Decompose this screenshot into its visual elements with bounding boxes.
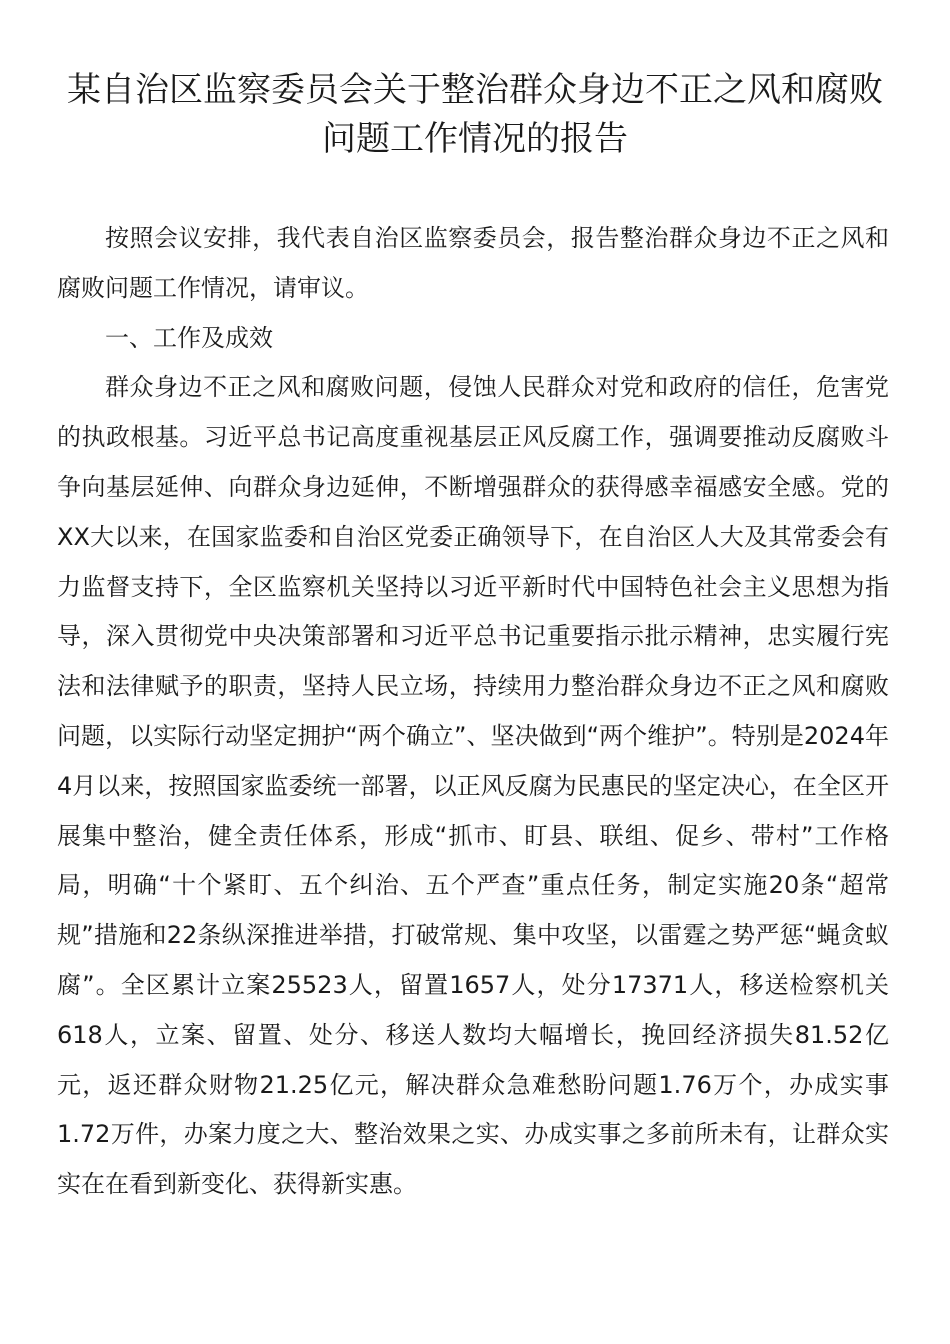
document-body [57, 214, 889, 1210]
section-heading: 一、工作及成效 [105, 323, 273, 352]
intro-paragraph: 按照会议安排，我代表自治区监察委员会，报告整治群众身边不正之风和腐败问题工作情况，请审议。 [57, 224, 889, 302]
section-body-paragraph: 群众身边不正之风和腐败问题，侵蚀人民群众对党和政府的信任，危害党的执政根基。习近平总书记高度重视基层正风反腐工作，强调要推动反腐败斗争向基层延伸、向群众身边延伸，不断增强群众的获得感幸福感安全感。党的XX大以来，在国家监委和自治区党委正确领导下，在自治区人大及其常委会有力监督支持下，全区监察机关坚持以习近平新时代中国特色社会主义思想为指导，深入贯彻党中央决策部署和习近平总书记重要指示批示精神，忠实履行宪法和法律赋予的职责，坚持人民立场，持续用力整治群众身边不正之风和腐败问题，以实际行动坚定拥护“两个确立”、坚决做到“两个维护”。特别是2024年4月以来，按照国家监委统一部署，以正风反腐为民惠民的坚定决心，在全区开展集中整治，健全责任体系，形成“抓市、盯县、联组、促乡、带村”工作格局，明确“十个紧盯、五个纠治、五个严查”重点任务，制定实施20条“超常规”措施和22条纵深推进举措，打破常规、集中攻坚，以雷霆之势严惩“蝇贪蚁腐”。全区累计立案25523人，留置1657人，处分17371人，移送检察机关618人，立案、留置、处分、移送人数均大幅增长，挽回经济损失81.52亿元，返还群众财物21.25亿元，解决群众急难愁盼问题1.76万个，办成实事1.72万件，办案力度之大、整治效果之实、办成实事之多前所未有，让群众实实在在看到新变化、获得新实惠。 [57, 373, 889, 1199]
document-title: 某自治区监察委员会关于整治群众身边不正之风和腐败问题工作情况的报告 [67, 70, 883, 159]
